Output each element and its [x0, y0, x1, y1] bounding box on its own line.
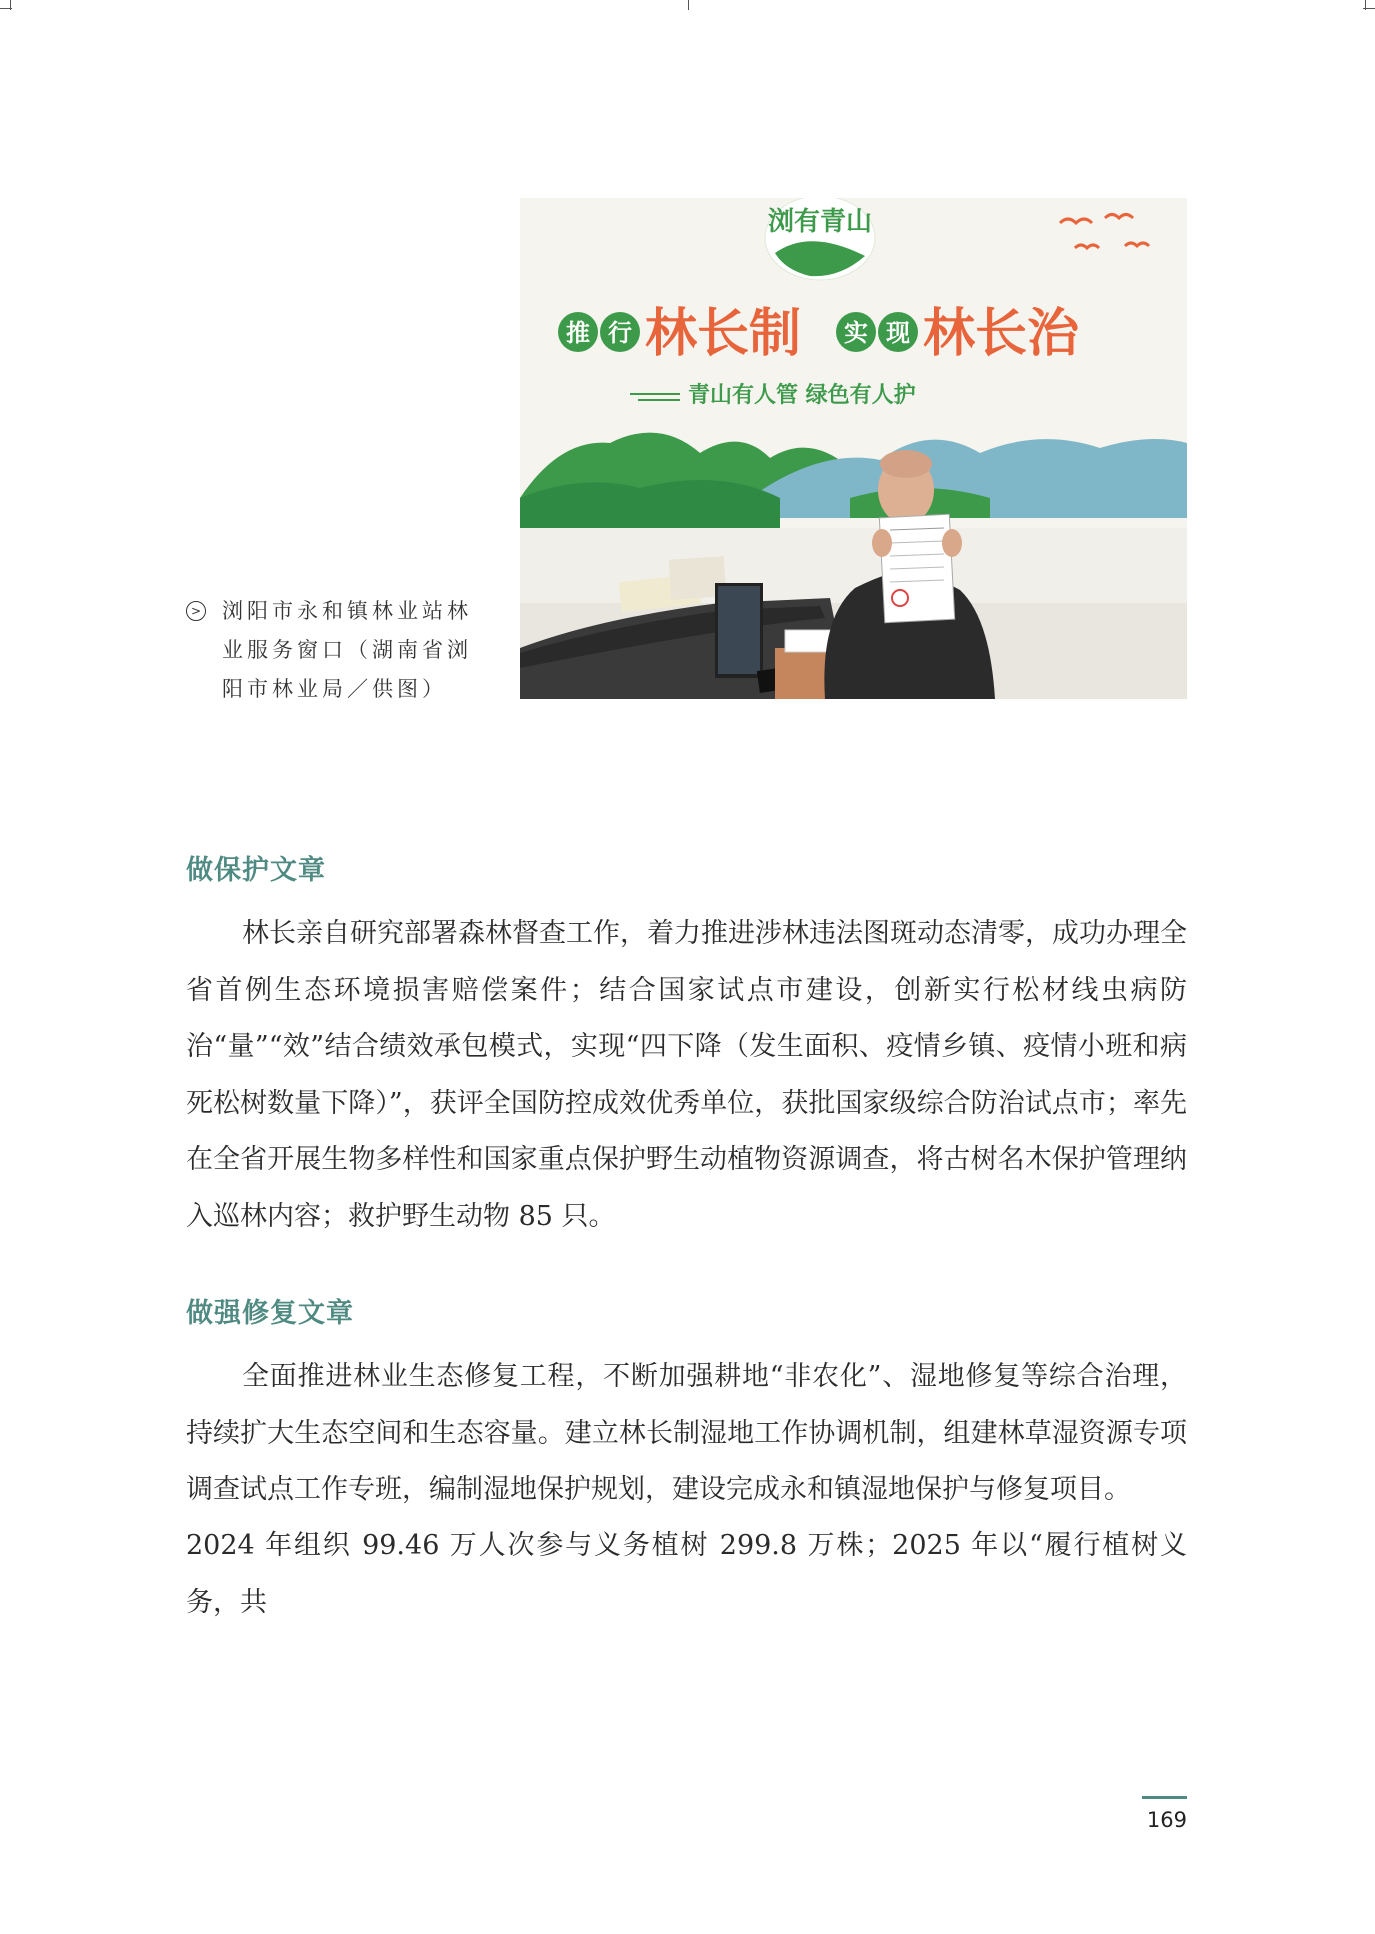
slogan-char: 行 [608, 318, 632, 347]
slogan-char: 推 [566, 318, 590, 347]
slogan-phrase: 林长制 [645, 303, 802, 364]
crop-mark [0, 8, 12, 9]
logo-text: 浏有青山 [767, 207, 873, 237]
crop-mark [688, 0, 689, 10]
page-number: 169 [1146, 1808, 1187, 1832]
body-paragraph: 林长亲自研究部署森林督查工作，着力推进涉林违法图斑动态清零，成功办理全省首例生态环境损害赔偿案件；结合国家试点市建设，创新实行松材线虫病防治“量”“效”结合绩效承包模式，实现“四下降（发生面积、疫情乡镇、疫情小班和病死松树数量下降）”，获评全国防控成效优秀单位，获批国家级综合防治试点市；率先在全省开展生物多样性和国家重点保护野生动植物资源调查，将古树名木保护管理纳入巡林内容；救护野生动物 85 只。 [186, 918, 1187, 1232]
page-number-rule [1142, 1796, 1187, 1799]
sub-slogan: 青山有人管 绿色有人护 [688, 382, 916, 408]
crop-mark [1363, 8, 1375, 9]
section-heading: 做强修复文章 [186, 1298, 354, 1329]
circle-arrow-right-icon: > [186, 601, 206, 621]
slogan-char: 实 [844, 318, 868, 347]
forestry-window-photo [520, 198, 1187, 699]
caption-text: 浏阳市永和镇林业站林业服务窗口（湖南省浏阳市林业局／供图） [222, 599, 472, 701]
body-paragraph: 全面推进林业生态修复工程，不断加强耕地“非农化”、湿地修复等综合治理，持续扩大生态空间和生态容量。建立林长制湿地工作协调机制，组建林草湿资源专项调查试点工作专班，编制湿地保护规划，建设完成永和镇湿地保护与修复项目。 [186, 1361, 1187, 1505]
slogan-phrase: 林长治 [923, 303, 1080, 364]
body-paragraph: 2024 年组织 99.46 万人次参与义务植树 299.8 万株；2025 年以“履行植树义务，共 [186, 1530, 1187, 1618]
photo-illustration [520, 198, 1187, 699]
section-heading: 做保护文章 [186, 855, 326, 886]
slogan-char: 现 [886, 318, 910, 347]
